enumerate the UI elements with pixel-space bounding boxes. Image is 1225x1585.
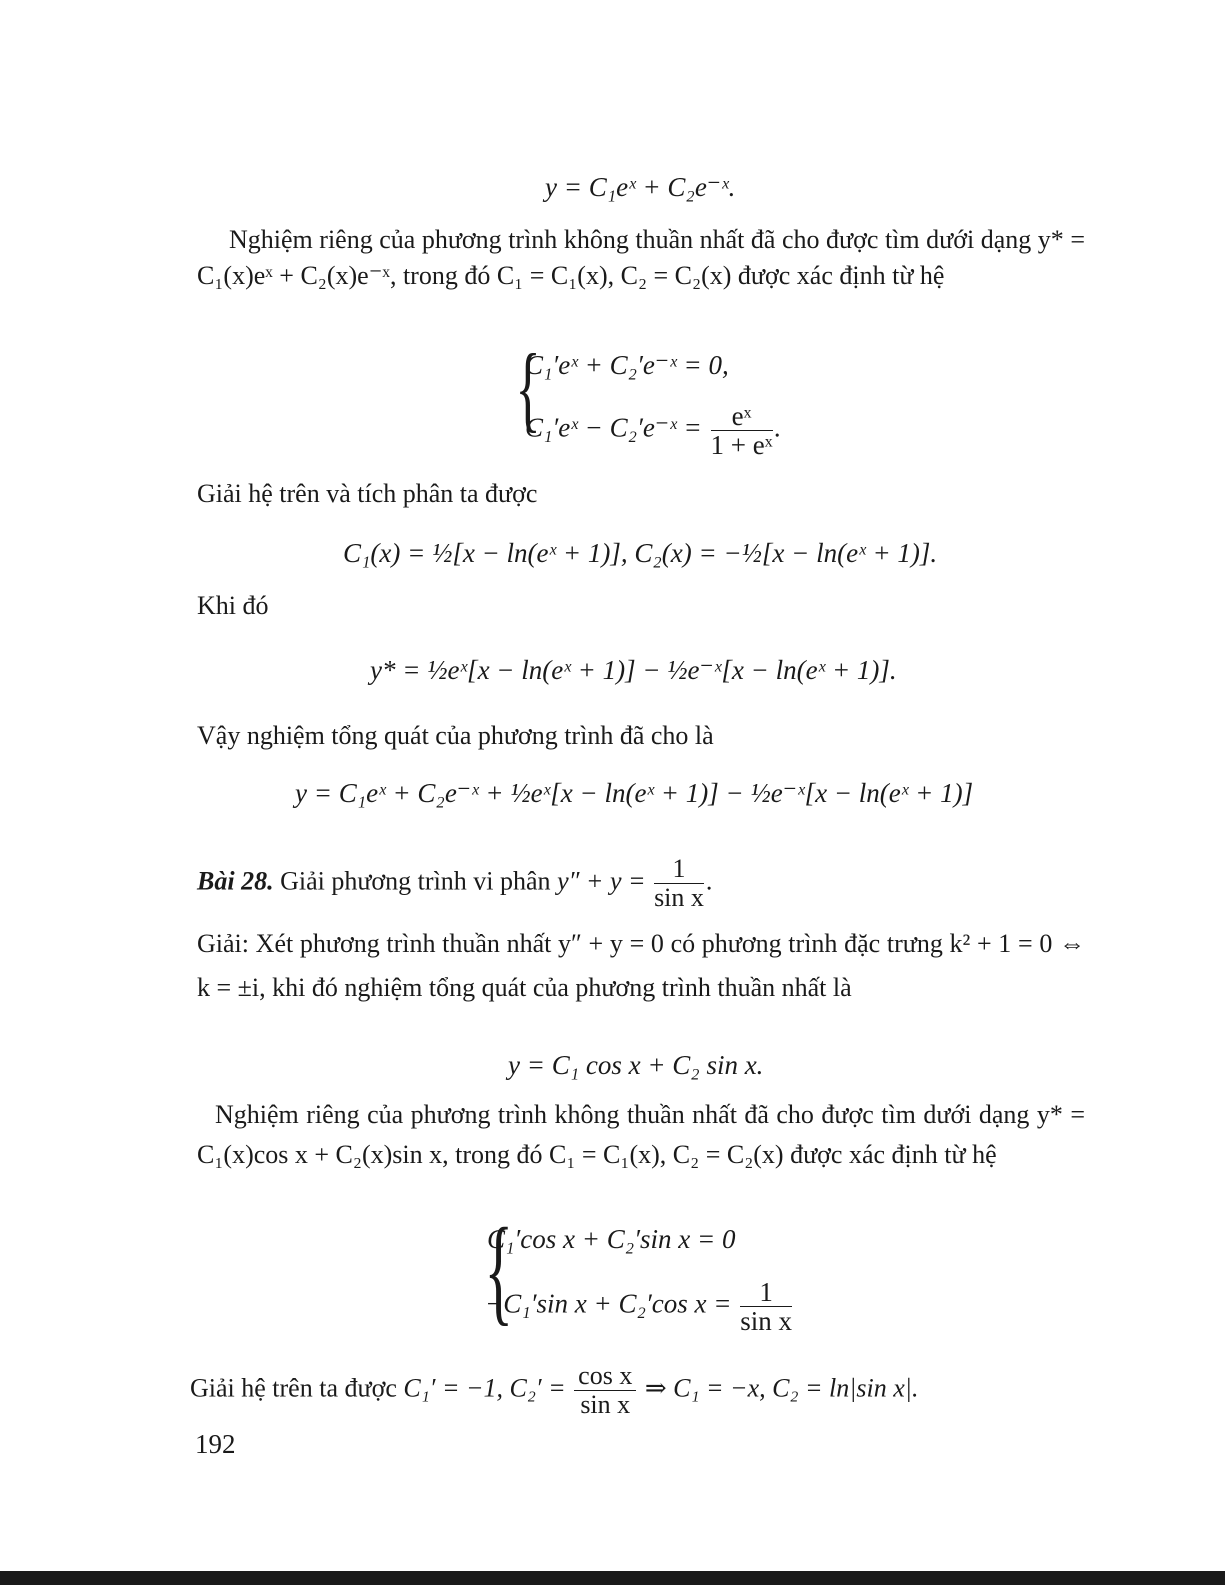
final-line <box>190 1362 918 1419</box>
paragraph-particular-2: Nghiệm riêng của phương trình không thuần nhất đã cho được tìm dưới dạng y* = C₁(x)cos x + C₂(x)sin x, trong đó C₁ = C₁(x), C₂ = C₂(x) được xác định từ hệ <box>197 1100 1085 1169</box>
system-brace-1: { <box>515 334 541 441</box>
system-2-line-2 <box>485 1278 794 1335</box>
solution-paragraph: Giải: Xét phương trình thuần nhất y″ + y = 0 có phương trình đặc trưng k² + 1 = 0 ⇔ k = ±i, khi đó nghiệm tổng quát của phương trình thuần nhất là <box>197 929 1085 1002</box>
equation-homogeneous-2: y = C₁ cos x + C₂ sin x. <box>508 1050 764 1080</box>
problem-eq-left: y″ + y = <box>557 866 646 896</box>
final-fraction-denominator: sin x <box>580 1390 631 1419</box>
solve-text-1: Giải hệ trên và tích phân ta được <box>197 479 538 508</box>
equation-general-1: y = C₁eˣ + C₂e⁻ˣ + ½eˣ[x − ln(eˣ + 1)] − ½e⁻ˣ[x − ln(eˣ + 1)] <box>295 778 974 808</box>
problem-fraction-numerator: 1 <box>654 855 704 884</box>
khi-do-text: Khi đó <box>197 591 269 620</box>
problem-fraction-denominator: sin x <box>654 883 704 912</box>
system-1-fraction <box>711 402 773 459</box>
system-1-line-1: C₁′eˣ + C₂′e⁻ˣ = 0, <box>525 350 729 380</box>
paragraph-particular-1: Nghiệm riêng của phương trình không thuần nhất đã cho được tìm dưới dạng y* = C₁(x)eˣ + C₂(x)e⁻ˣ, trong đó C₁ = C₁(x), C₂ = C₂(x) được xác định từ hệ <box>197 225 1085 290</box>
problem-text: Giải phương trình vi phân <box>280 866 551 896</box>
equation-homogeneous-1: y = C₁eˣ + C₂e⁻ˣ. <box>545 172 736 202</box>
system-2-fraction <box>740 1278 792 1335</box>
equation-C-solution: C₁(x) = ½[x − ln(eˣ + 1)], C₂(x) = −½[x − ln(eˣ + 1)]. <box>343 538 938 568</box>
problem-28: Bài 28. Giải phương trình vi phân y″ + y = $\frac{1}{\text{sin x}}$ . <box>197 854 713 912</box>
system-1-fraction-denominator: 1 + eˣ <box>710 430 773 460</box>
final-fraction <box>574 1362 636 1419</box>
system-2-fraction-numerator: 1 <box>740 1278 792 1307</box>
problem-label: Bài 28. <box>197 866 274 896</box>
final-eq-left: C₁′ = −1, C₂′ = <box>403 1373 566 1403</box>
system-brace-2: { <box>484 1203 514 1336</box>
system-1-line-2: C₁′eˣ − C₂′e⁻ˣ = $\frac{\text{eˣ}}{\text{1 + eˣ}}$ . <box>525 401 782 460</box>
system-2-fraction-denominator: sin x <box>740 1306 792 1336</box>
general-text-1: Vậy nghiệm tổng quát của phương trình đã cho là <box>197 721 714 750</box>
final-text: Giải hệ trên ta được <box>190 1373 397 1403</box>
page-number: 192 <box>195 1429 236 1459</box>
system-2-line-1: C₁′cos x + C₂′sin x = 0 <box>487 1224 736 1254</box>
system-1-line-2-left: C₁′eˣ − C₂′e⁻ˣ = <box>525 412 702 443</box>
scan-bottom-edge <box>0 1571 1225 1585</box>
system-2-line-2-left: −C₁′sin x + C₂′cos x = <box>485 1288 732 1319</box>
problem-fraction <box>654 855 704 912</box>
equation-ystar-1: y* = ½eˣ[x − ln(eˣ + 1)] − ½e⁻ˣ[x − ln(eˣ + 1)]. <box>370 655 897 685</box>
final-fraction-numerator: cos x <box>574 1362 636 1391</box>
final-eq-right: ⇒ C₁ = −x, C₂ = ln|sin x|. <box>644 1373 919 1403</box>
system-1-fraction-numerator: eˣ <box>711 402 773 431</box>
